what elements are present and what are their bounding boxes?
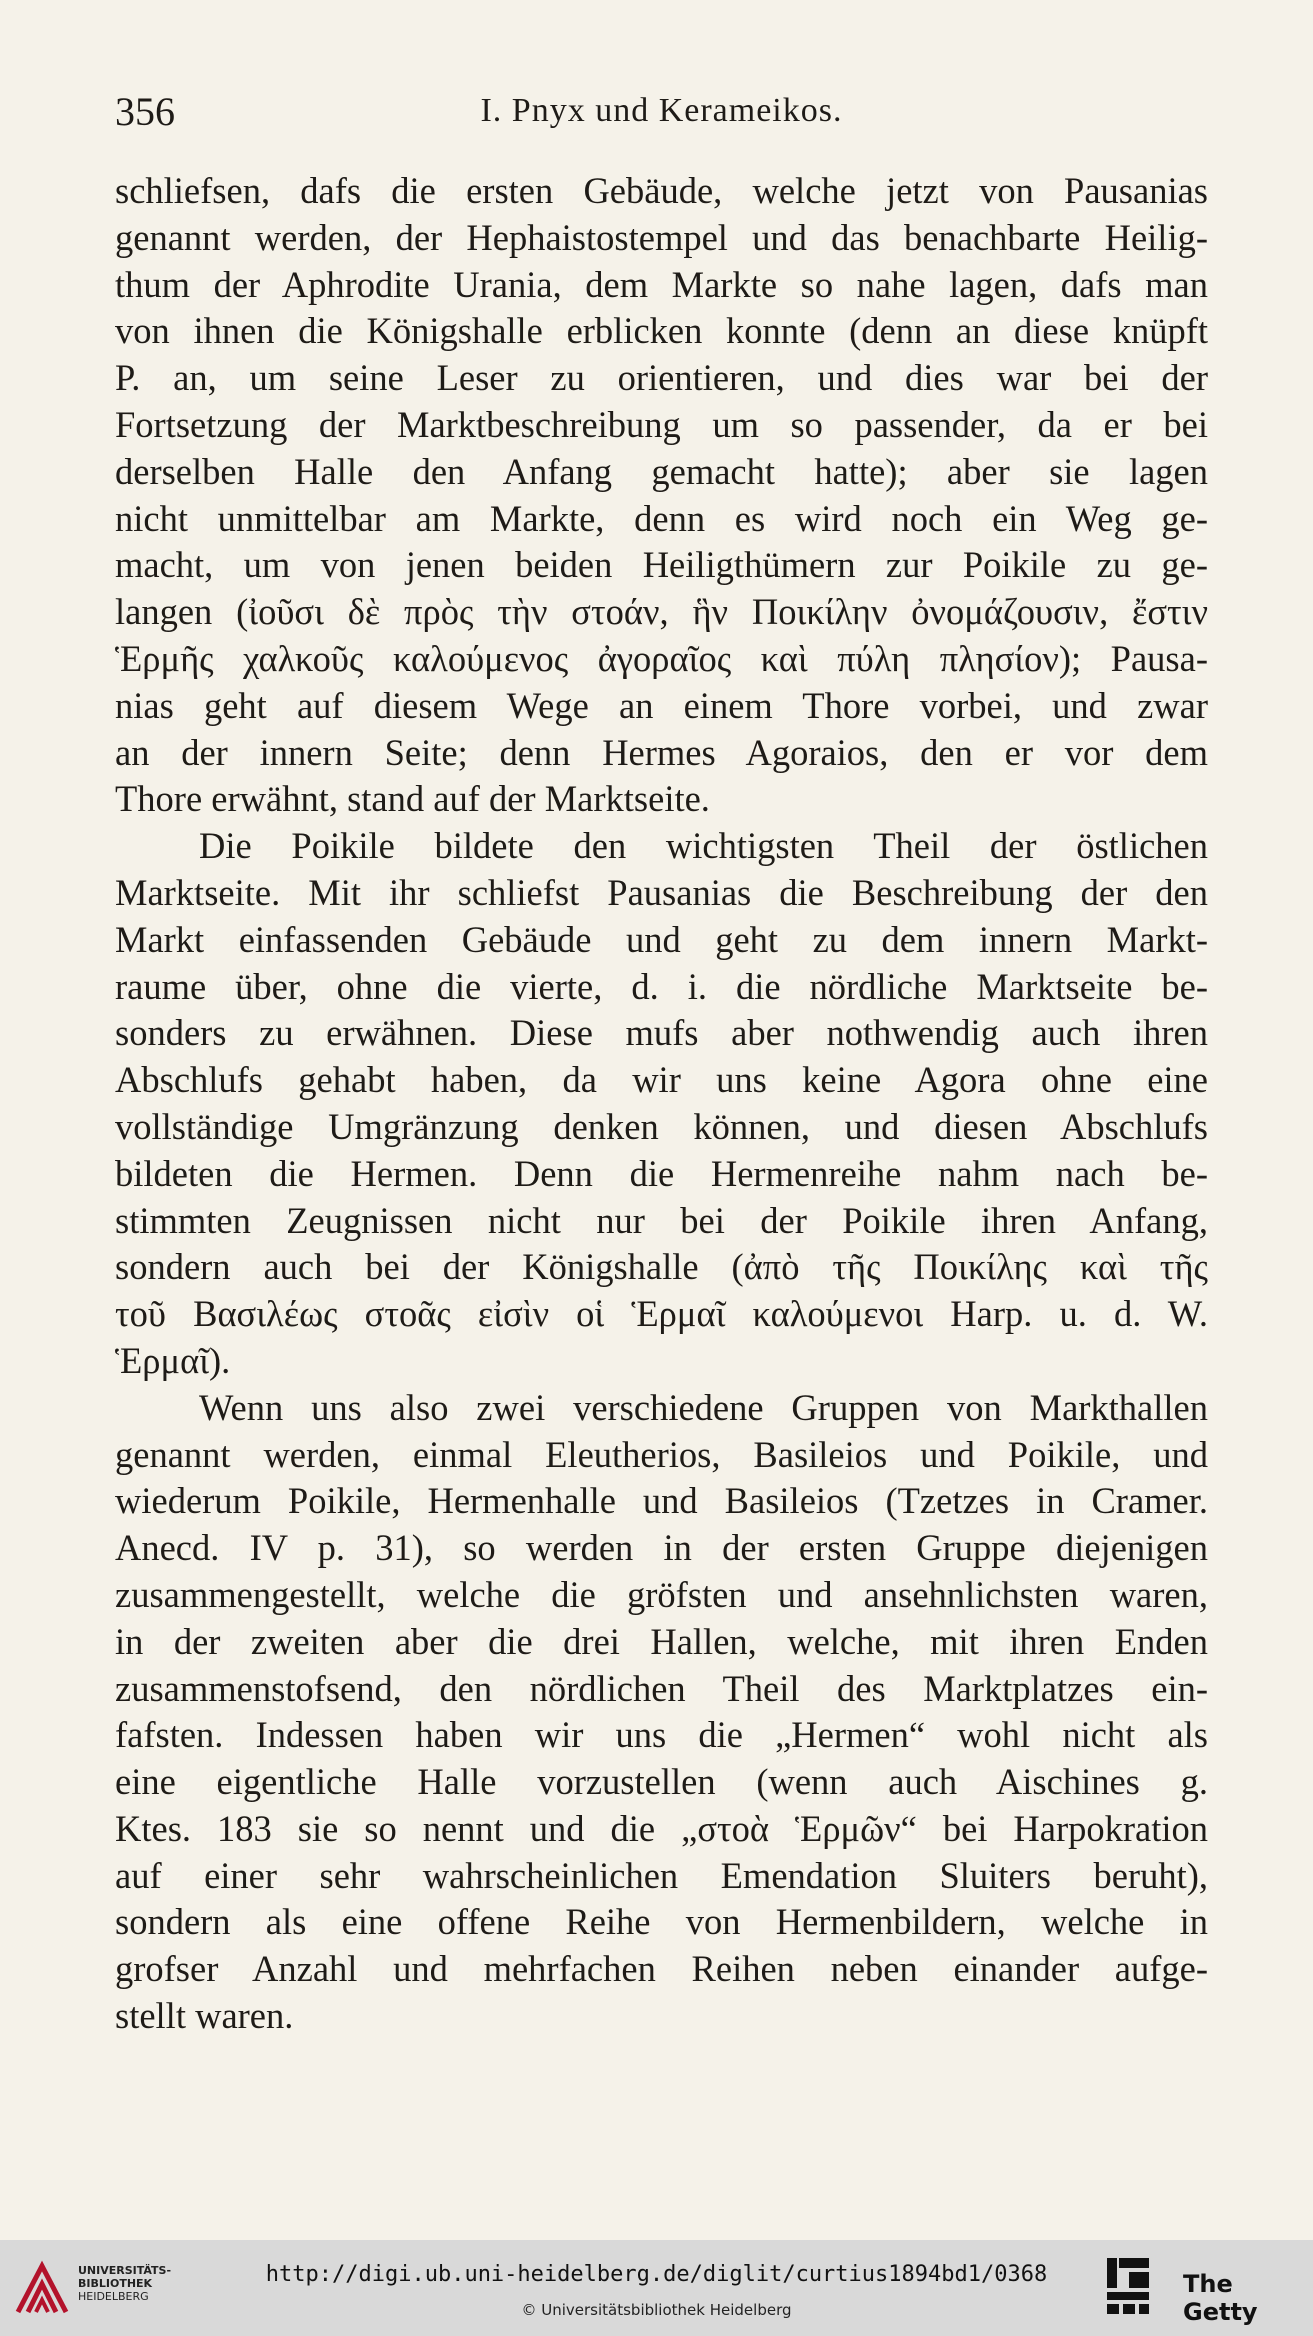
text-line: wiederum Poikile, Hermenhalle und Basileios (Tzetzes in Cramer.	[115, 1480, 1208, 1522]
page-header	[115, 88, 1208, 138]
text-line: Marktseite. Mit ihr schliefst Pausanias die Beschreibung der den	[115, 871, 1208, 913]
text-line: raume über, ohne die vierte, d. i. die nördliche Marktseite be-	[115, 965, 1208, 1007]
text-line: zusammenstofsend, den nördlichen Theil des Marktplatzes ein-	[115, 1667, 1208, 1709]
text-line: eine eigentliche Halle vorzustellen (wenn auch Aischines g.	[115, 1761, 1208, 1803]
body-text	[115, 168, 1208, 2040]
text-line: fafsten. Indessen haben wir uns die „Hermen“ wohl nicht als	[115, 1714, 1208, 1756]
text-line: Fortsetzung der Marktbeschreibung um so passender, da er bei	[115, 403, 1208, 445]
text-line: Markt einfassenden Gebäude und geht zu dem innern Markt-	[115, 918, 1208, 960]
text-line: vollständige Umgränzung denken können, und diesen Abschlufs	[115, 1105, 1208, 1147]
text-line: Abschlufs gehabt haben, da wir uns keine Agora ohne eine	[115, 1059, 1208, 1101]
viewer-footer	[0, 2240, 1313, 2336]
text-line: in der zweiten aber die drei Hallen, welche, mit ihren Enden	[115, 1620, 1208, 1662]
text-line: sonders zu erwähnen. Diese mufs aber nothwendig auch ihren	[115, 1012, 1208, 1054]
text-line: zusammengestellt, welche die gröfsten und ansehnlichsten waren,	[115, 1573, 1208, 1615]
page-number: 356	[115, 89, 175, 134]
text-line: auf einer sehr wahrscheinlichen Emendation Sluiters beruht),	[115, 1854, 1208, 1896]
text-line: Ἑρμῆς χαλκοῦς καλούμενος ἀγοραῖος καὶ πύλη πλησίον); Pausa-	[115, 637, 1208, 679]
text-line: thum der Aphrodite Urania, dem Markte so nahe lagen, dafs man	[115, 263, 1208, 305]
text-line: sondern als eine offene Reihe von Hermenbildern, welche in	[115, 1901, 1208, 1943]
text-line: τοῦ Βασιλέως στοᾶς εἰσὶν οἱ Ἑρμαῖ καλούμενοι Harp. u. d. W.	[115, 1293, 1208, 1335]
text-line: Thore erwähnt, stand auf der Marktseite.	[115, 778, 710, 820]
text-line: langen (ἰοῦσι δὲ πρὸς τὴν στοάν, ἣν Ποικίλην ὀνομάζουσιν, ἔστιν	[115, 591, 1208, 633]
text-line: genannt werden, einmal Eleutherios, Basileios und Poikile, und	[115, 1433, 1208, 1475]
copyright-notice: © Universitätsbibliothek Heidelberg	[521, 2301, 792, 2319]
text-line: Ἑρμαῖ).	[115, 1339, 231, 1381]
text-line: an der innern Seite; denn Hermes Agoraios, den er vor dem	[115, 731, 1208, 773]
running-title: I. Pnyx und Kerameikos.	[480, 92, 843, 129]
text-line: Ktes. 183 sie so nennt und die „στοὰ Ἑρμῶν“ bei Harpokration	[115, 1807, 1208, 1849]
text-line: stimmten Zeugnissen nicht nur bei der Poikile ihren Anfang,	[115, 1199, 1208, 1241]
text-line: derselben Halle den Anfang gemacht hatte); aber sie lagen	[115, 450, 1208, 492]
text-line: nias geht auf diesem Wege an einem Thore vorbei, und zwar	[115, 684, 1208, 726]
text-line: sondern auch bei der Königshalle (ἀπὸ τῆς Ποικίλης καὶ τῆς	[115, 1246, 1208, 1288]
partner-name: The Getty	[1183, 2270, 1258, 2326]
text-line: stellt waren.	[115, 1995, 294, 2037]
text-line: nicht unmittelbar am Markte, denn es wird noch ein Weg ge-	[115, 497, 1208, 539]
text-line: Wenn uns also zwei verschiedene Gruppen von Markthallen	[199, 1386, 1208, 1428]
library-name-line: HEIDELBERG	[78, 2290, 149, 2303]
text-line: schliefsen, dafs die ersten Gebäude, welche jetzt von Pausanias	[115, 170, 1208, 211]
text-line: genannt werden, der Hephaistostempel und das benachbarte Heilig-	[115, 216, 1208, 258]
text-line: bildeten die Hermen. Denn die Hermenreihe nahm nach be-	[115, 1152, 1208, 1194]
text-line: macht, um von jenen beiden Heiligthümern zur Poikile zu ge-	[115, 544, 1208, 586]
text-line: grofser Anzahl und mehrfachen Reihen neben einander aufge-	[115, 1948, 1208, 1990]
library-name-line: BIBLIOTHEK	[78, 2277, 153, 2290]
library-name-line: UNIVERSITÄTS-	[78, 2264, 172, 2277]
text-line: Die Poikile bildete den wichtigsten Theil der östlichen	[199, 825, 1208, 867]
getty-logo-icon	[1105, 2254, 1151, 2316]
text-line: P. an, um seine Leser zu orientieren, und dies war bei der	[115, 357, 1208, 399]
text-line: Anecd. IV p. 31), so werden in der ersten Gruppe diejenigen	[115, 1527, 1208, 1569]
text-line: von ihnen die Königshalle erblicken konnte (denn an diese knüpft	[115, 310, 1208, 352]
permalink-url[interactable]: http://digi.ub.uni-heidelberg.de/diglit/curtius1894bd1/0368	[265, 2262, 1048, 2287]
